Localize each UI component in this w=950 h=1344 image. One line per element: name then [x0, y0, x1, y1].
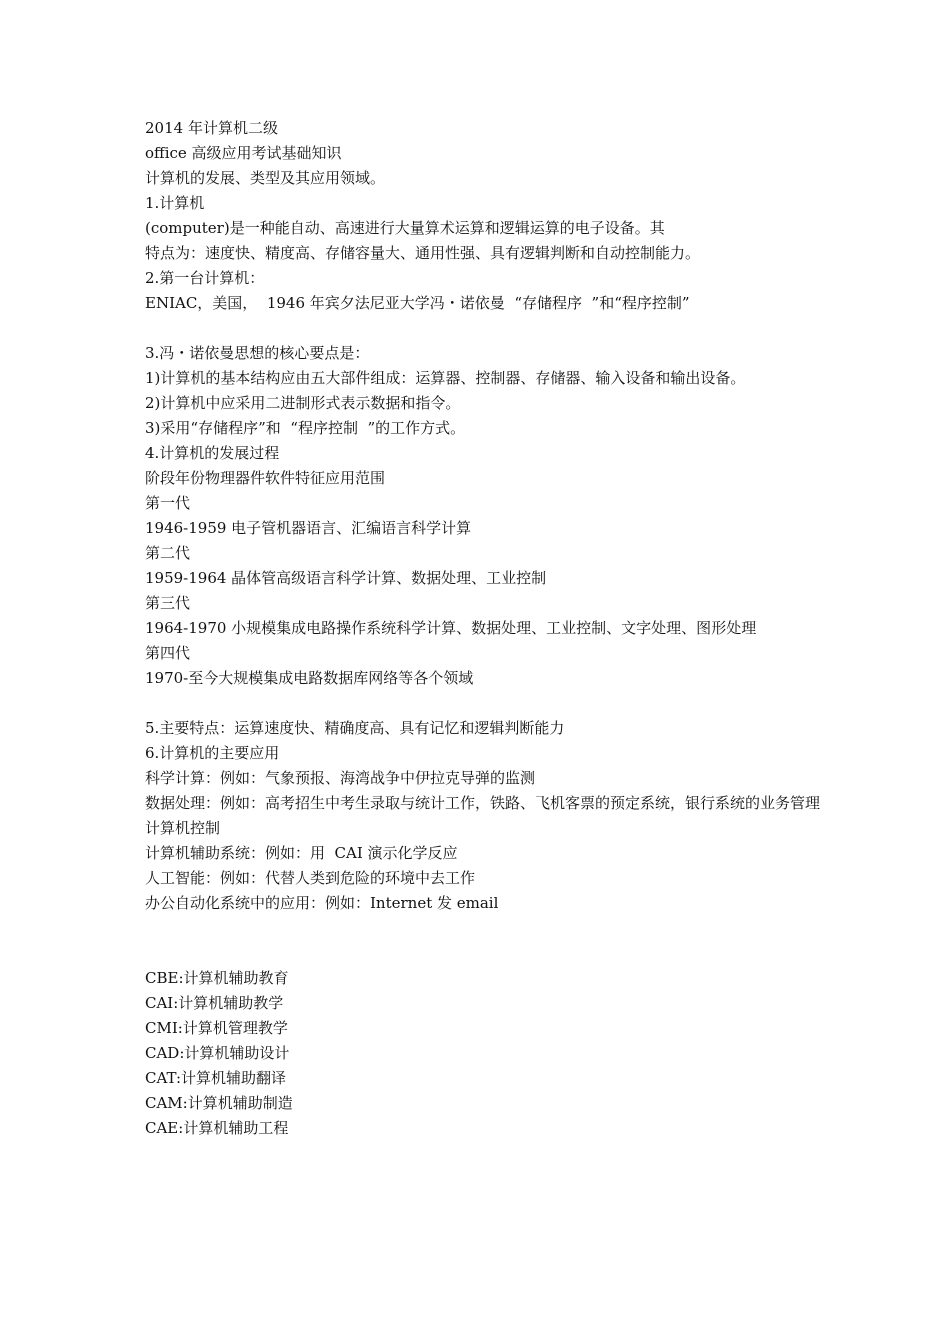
list-item: 1)计算机的基本结构应由五大部件组成：运算器、控制器、存储器、输入设备和输出设备。	[145, 369, 746, 387]
list-item: 3)采用“存储程序”和 “程序控制 ”的工作方式。	[145, 419, 466, 437]
application-item: 办公自动化系统中的应用：例如：Internet 发 email	[145, 894, 499, 912]
spacer	[145, 691, 825, 716]
section-heading: 1.计算机	[145, 194, 205, 212]
document-page	[145, 116, 825, 1141]
generation-label: 第二代	[145, 544, 191, 562]
section-heading: 4.计算机的发展过程	[145, 444, 280, 462]
abbreviation-item: CAE:计算机辅助工程	[145, 1119, 289, 1137]
generation-label: 第三代	[145, 594, 191, 612]
paragraph-line: ENIAC，美国， 1946 年宾夕法尼亚大学冯・诺依曼 “存储程序 ”和“程序控制”	[145, 294, 690, 312]
section-heading: 5.主要特点：运算速度快、精确度高、具有记忆和逻辑判断能力	[145, 719, 565, 737]
section-heading: 3.冯・诺依曼思想的核心要点是：	[145, 344, 370, 362]
document-header	[145, 116, 825, 191]
doc-title-subject: office 高级应用考试基础知识	[145, 144, 342, 162]
section-von-neumann	[145, 341, 825, 691]
application-item: 科学计算：例如：气象预报、海湾战争中伊拉克导弹的监测	[145, 769, 536, 787]
spacer	[145, 916, 825, 966]
application-item: 计算机辅助系统：例如：用 CAI 演示化学反应	[145, 844, 458, 862]
doc-title-year: 2014 年计算机二级	[145, 119, 278, 137]
section-abbreviations	[145, 966, 825, 1141]
abbreviation-item: CAM:计算机辅助制造	[145, 1094, 293, 1112]
abbreviation-item: CAI:计算机辅助教学	[145, 994, 284, 1012]
generation-label: 第四代	[145, 644, 191, 662]
abbreviation-item: CBE:计算机辅助教育	[145, 969, 289, 987]
section-heading: 6.计算机的主要应用	[145, 744, 280, 762]
abbreviation-item: CAT:计算机辅助翻译	[145, 1069, 287, 1087]
table-header-line: 阶段年份物理器件软件特征应用范围	[145, 469, 386, 487]
generation-detail: 1959-1964 晶体管高级语言科学计算、数据处理、工业控制	[145, 569, 547, 587]
spacer	[145, 316, 825, 341]
generation-detail: 1964-1970 小规模集成电路操作系统科学计算、数据处理、工业控制、文字处理、图形处理	[145, 619, 757, 637]
list-item: 2)计算机中应采用二进制形式表示数据和指令。	[145, 394, 461, 412]
generation-detail: 1970-至今大规模集成电路数据库网络等各个领域	[145, 669, 474, 687]
abbreviation-item: CMI:计算机管理教学	[145, 1019, 288, 1037]
application-item: 计算机控制	[145, 819, 221, 837]
generation-detail: 1946-1959 电子管机器语言、汇编语言科学计算	[145, 519, 472, 537]
section-computer-definition	[145, 191, 825, 316]
section-features-applications	[145, 716, 825, 916]
application-item: 人工智能：例如：代替人类到危险的环境中去工作	[145, 869, 476, 887]
application-item: 数据处理：例如：高考招生中考生录取与统计工作，铁路、飞机客票的预定系统，银行系统的业务管理	[145, 794, 821, 812]
paragraph-line: 特点为：速度快、精度高、存储容量大、通用性强、具有逻辑判断和自动控制能力。	[145, 244, 701, 262]
generation-label: 第一代	[145, 494, 191, 512]
doc-topic: 计算机的发展、类型及其应用领域。	[145, 169, 386, 187]
section-heading: 2.第一台计算机：	[145, 269, 265, 287]
paragraph-line: (computer)是一种能自动、高速进行大量算术运算和逻辑运算的电子设备。其	[145, 219, 665, 237]
abbreviation-item: CAD:计算机辅助设计	[145, 1044, 290, 1062]
